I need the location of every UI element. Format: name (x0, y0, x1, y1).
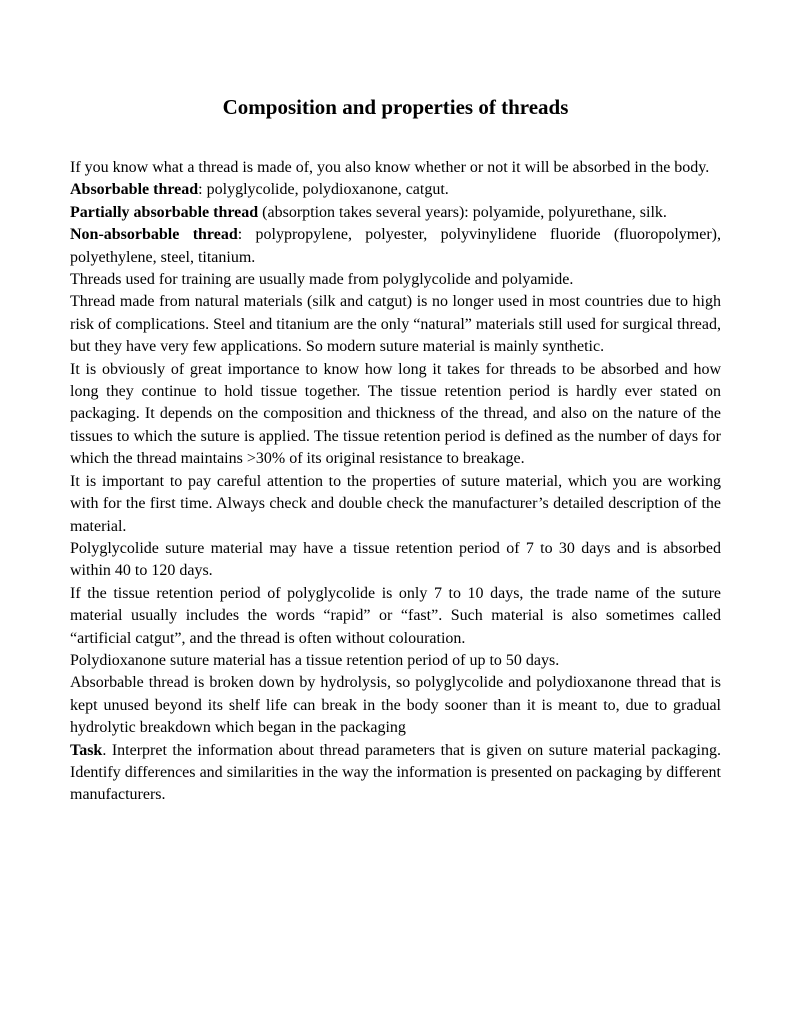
paragraph-text: (absorption takes several years): polyamide, polyurethane, silk. (258, 203, 667, 221)
paragraph-polydioxanone (70, 650, 721, 672)
paragraph-text: Threads used for training are usually made from polyglycolide and polyamide. (70, 271, 574, 289)
paragraph-lead: Absorbable thread (70, 181, 199, 199)
paragraph-training (70, 269, 721, 291)
paragraph-non-absorbable (70, 224, 721, 269)
paragraph-text: It is important to pay careful attention to the properties of suture material, which you are working with for the first time. Always check and double check the manufacturer’s detailed description of the material. (70, 472, 721, 535)
paragraph-text: . Interpret the information about thread parameters that is given on suture material packaging. Identify differences and similarities in the way the information is presented on packaging by different manufacturers. (70, 741, 721, 804)
page-title: Composition and properties of threads (222, 95, 569, 119)
paragraph-text: : polyglycolide, polydioxanone, catgut. (198, 181, 449, 199)
document-page (70, 92, 721, 807)
paragraph-text: Polyglycolide suture material may have a tissue retention period of 7 to 30 days and is absorbed within 40 to 120 days. (70, 539, 721, 580)
paragraph-lead: Non-absorbable thread (70, 226, 238, 244)
paragraph-attention (70, 471, 721, 538)
paragraph-text: If you know what a thread is made of, you also know whether or not it will be absorbed in the body. (70, 159, 710, 176)
paragraph-retention-period (70, 359, 721, 471)
paragraph-lead: Partially absorbable thread (70, 203, 259, 221)
paragraph-hydrolysis (70, 672, 721, 739)
paragraph-text: Absorbable thread is broken down by hydrolysis, so polyglycolide and polydioxanone thread that is kept unused beyond its shelf life can break in the body sooner than it is meant to, due to gradual hydrolytic breakdown which began in the packaging (70, 674, 721, 737)
paragraph-text: : polypropylene, polyester, polyvinylidene fluoride (fluoropolymer), polyethylene, steel, titanium. (70, 226, 721, 266)
paragraph-intro (70, 157, 721, 179)
paragraph-natural-materials (70, 291, 721, 358)
paragraph-polyglycolide (70, 538, 721, 583)
paragraph-absorbable (70, 179, 721, 201)
paragraph-partially-absorbable (70, 202, 721, 224)
paragraph-lead: Task (70, 741, 103, 759)
paragraph-text: Thread made from natural materials (silk and catgut) is no longer used in most countries due to high risk of complications. Steel and titanium are the only “natural” materials still used for surgical thread, but they have very few applications. So modern suture material is mainly synthetic. (70, 293, 721, 356)
paragraph-task (70, 740, 721, 807)
paragraph-text: Polydioxanone suture material has a tissue retention period of up to 50 days. (70, 651, 560, 669)
paragraph-text: If the tissue retention period of polyglycolide is only 7 to 10 days, the trade name of the suture material usually includes the words “rapid” or “fast”. Such material is also sometimes called “artificial catgut”, and the thread is often without colouration. (70, 584, 721, 647)
paragraph-text: It is obviously of great importance to know how long it takes for threads to be absorbed and how long they continue to hold tissue together. The tissue retention period is hardly ever stated on packaging. It depends on the composition and thickness of the thread, and also on the nature of the tissues to which the suture is applied. The tissue retention period is defined as the number of days for which the thread maintains >30% of its original resistance to breakage. (70, 360, 721, 468)
paragraph-rapid (70, 583, 721, 650)
